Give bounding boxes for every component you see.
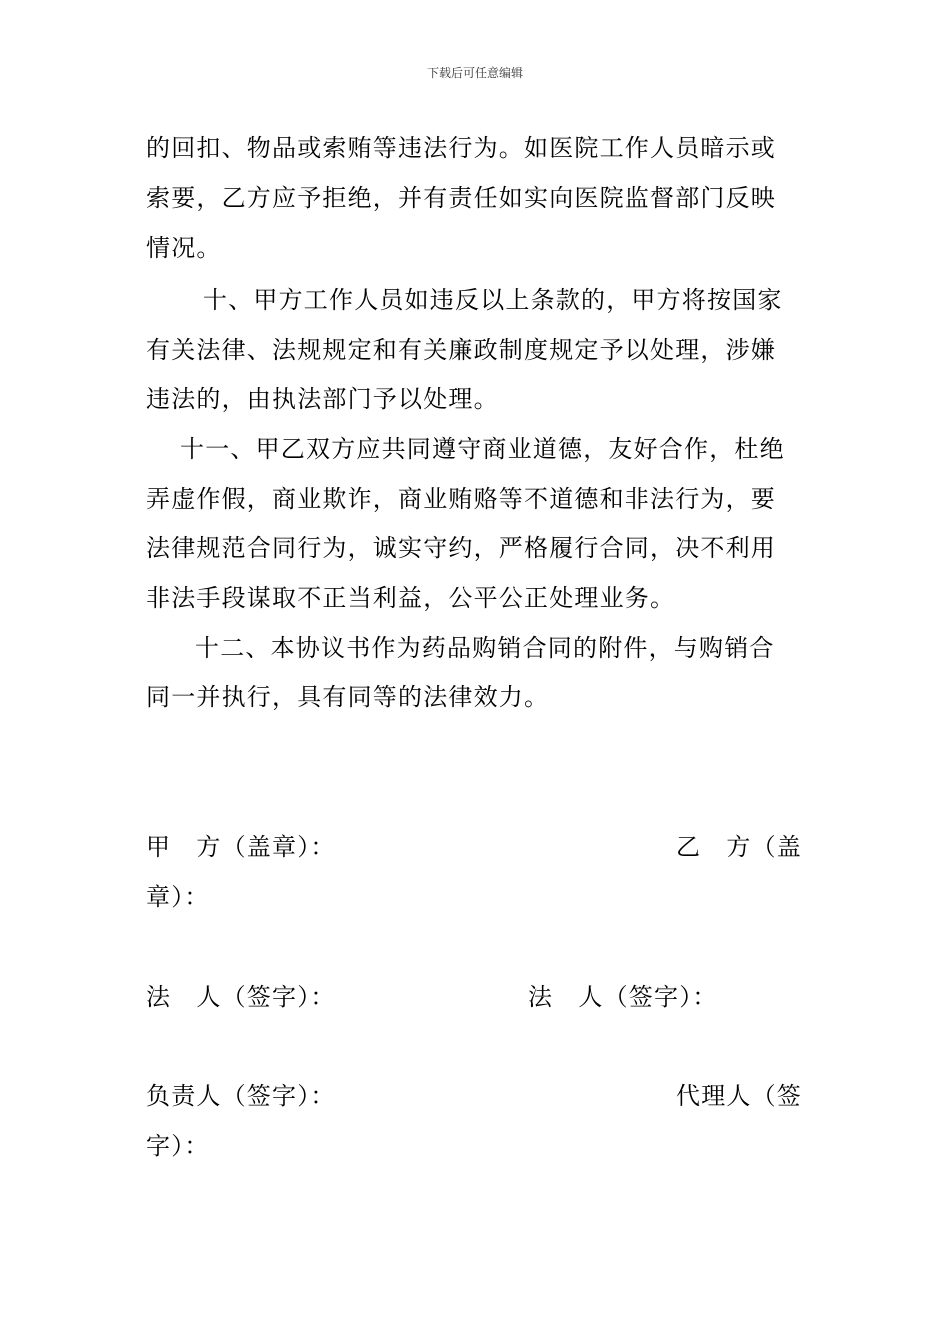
body-line: 索要，乙方应予拒绝，并有责任如实向医院监督部门反映: [146, 184, 776, 212]
clause-11-start: 十一、甲乙双方应共同遵守商业道德，友好合作，杜绝: [180, 435, 785, 463]
body-line: 非法手段谋取不正当利益，公平公正处理业务。: [146, 584, 676, 612]
body-line: 违法的，由执法部门予以处理。: [146, 385, 499, 413]
responsible-person-label: 负责人（签字）：: [146, 1082, 336, 1110]
party-a-seal-label: 甲 方（盖章）：: [146, 833, 336, 861]
body-line: 弄虚作假，商业欺诈，商业贿赂等不道德和非法行为，要: [146, 485, 776, 513]
page-header: 下载后可任意编辑: [426, 66, 523, 80]
body-line: 情况。: [146, 234, 222, 262]
party-b-seal-label: 乙 方（盖: [676, 833, 802, 861]
party-b-seal-label-cont: 章）：: [146, 883, 210, 911]
legal-person-a-label: 法 人（签字）：: [146, 983, 336, 1011]
clause-10-start: 十、甲方工作人员如违反以上条款的，甲方将按国家: [203, 286, 783, 314]
body-line: 有关法律、法规规定和有关廉政制度规定予以处理，涉嫌: [146, 336, 776, 364]
agent-label-cont: 字）：: [146, 1132, 210, 1160]
body-line: 法律规范合同行为，诚实守约，严格履行合同，决不利用: [146, 534, 776, 562]
body-line: 同一并执行，具有同等的法律效力。: [146, 683, 550, 711]
clause-12-start: 十二、本协议书作为药品购销合同的附件，与购销合: [195, 634, 775, 662]
agent-label: 代理人（签: [676, 1082, 802, 1110]
body-line: 的回扣、物品或索贿等违法行为。如医院工作人员暗示或: [146, 134, 776, 162]
legal-person-b-label: 法 人（签字）：: [528, 983, 718, 1011]
